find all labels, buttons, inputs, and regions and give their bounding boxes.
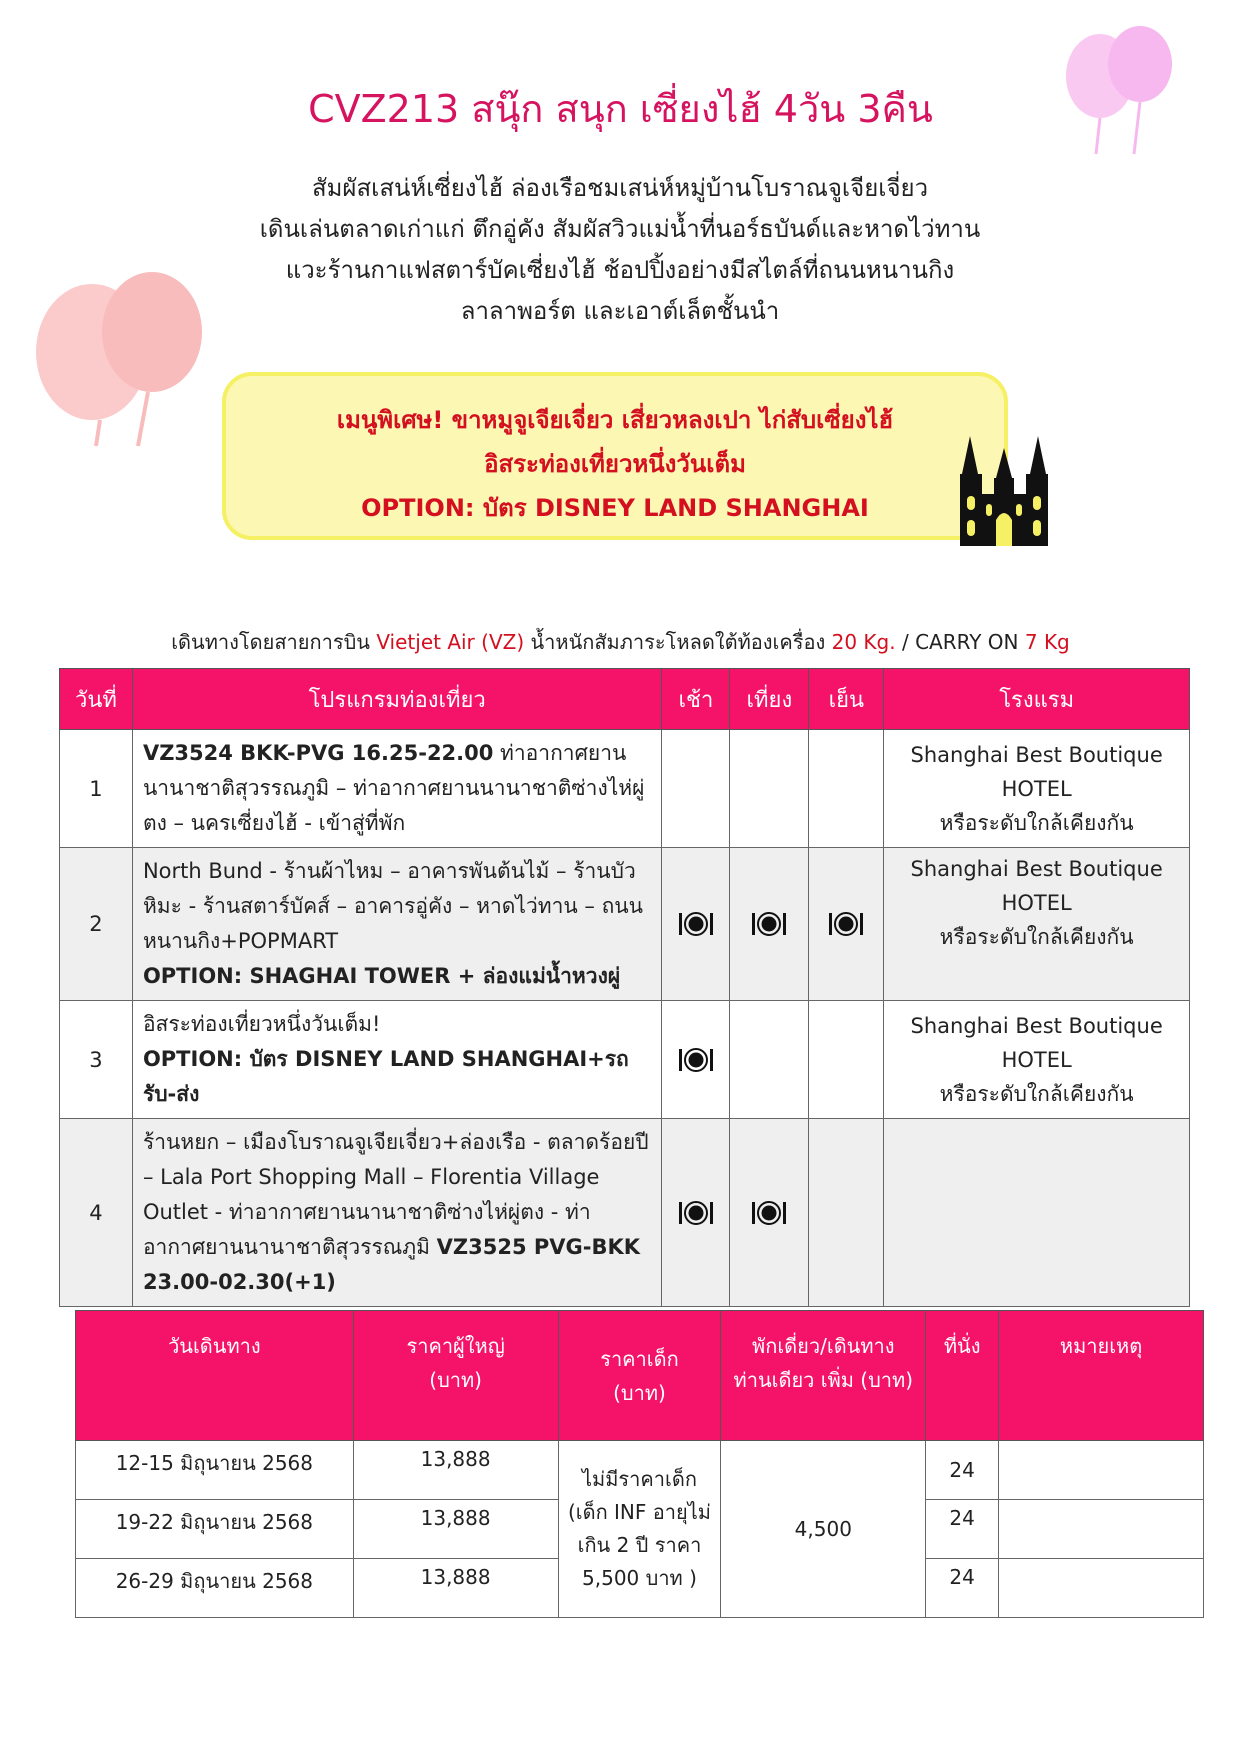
header-single-label: พักเดี่ยว/เดินทาง bbox=[752, 1334, 895, 1358]
airline-prefix: เดินทางโดยสายการบิน bbox=[171, 630, 377, 654]
header-child-price bbox=[558, 1311, 721, 1441]
header-breakfast: เช้า bbox=[662, 669, 730, 730]
header-single-supplement bbox=[721, 1311, 926, 1441]
promo-option: OPTION: บัตร DISNEY LAND SHANGHAI bbox=[361, 494, 869, 522]
program-option: OPTION: SHAGHAI TOWER + ล่องแม่น้ำหวงผู่ bbox=[142, 964, 621, 988]
hotel-cell bbox=[884, 1119, 1190, 1307]
program-text: ท่าอากาศยานนานาชาติสุวรรณภูมิ – ท่าอากาศยานนานาชาติซ่างไห่ผู่ตง – นครเซี่ยงไฮ้ - เข้าสู่ที่พัก bbox=[142, 741, 645, 835]
travel-date: 26-29 มิถุนายน 2568 bbox=[76, 1559, 354, 1618]
hotel-name: Shanghai Best Boutique bbox=[910, 857, 1163, 881]
hotel-cell bbox=[884, 1001, 1190, 1119]
hotel-name: Shanghai Best Boutique bbox=[910, 1013, 1163, 1038]
plate-icon bbox=[678, 1200, 714, 1226]
program-text: North Bund - ร้านผ้าไหม – อาคารพันต้นไม้ – ร้านบัวหิมะ - ร้านสตาร์บัคส์ – อาคารอู่คัง – หาดไว่ทาน – ถนนหนานกิง+POPMART bbox=[142, 859, 644, 953]
intro-line: สัมผัสเสน่ห์เซี่ยงไฮ้ ล่องเรือชมเสน่ห์หมู่บ้านโบราณจูเจียเจี่ยว bbox=[311, 174, 929, 202]
header-child-label: ราคาเด็ก bbox=[600, 1346, 679, 1371]
header-program: โปรแกรมท่องเที่ยว bbox=[132, 669, 662, 730]
seats: 24 bbox=[926, 1559, 999, 1618]
day-number: 2 bbox=[60, 848, 133, 1001]
seats: 24 bbox=[926, 1441, 999, 1500]
hotel-type: HOTEL bbox=[1001, 1047, 1072, 1072]
promo-menu: เมนูพิเศษ! ขาหมูจูเจียเจี่ยว เสี่ยวหลงเปา ไก่สับเซี่ยงไฮ้ bbox=[336, 406, 894, 434]
meal-breakfast bbox=[662, 848, 730, 1001]
pricing-header-row bbox=[76, 1311, 1204, 1441]
adult-price: 13,888 bbox=[353, 1441, 558, 1500]
meal-lunch bbox=[730, 848, 809, 1001]
single-supplement: 4,500 bbox=[721, 1441, 926, 1618]
header-adult-price bbox=[353, 1311, 558, 1441]
program-text: ร้านหยก – เมืองโบราณจูเจียเจี่ยว+ล่องเรือ - ตลาดร้อยปี – Lala Port Shopping Mall – Florentia Village Outlet - ท่าอากาศยานนานาชาติซ่างไห่ผู่ตง - ท่าอากาศยานนานาชาติสุวรรณภูมิ bbox=[142, 1130, 649, 1259]
table-row bbox=[60, 730, 1190, 848]
header-adult-unit: (บาท) bbox=[429, 1368, 482, 1392]
meal-lunch bbox=[730, 1119, 809, 1307]
child-note-line: 5,500 บาท ) bbox=[582, 1566, 697, 1590]
remark bbox=[999, 1441, 1204, 1500]
day-program bbox=[132, 730, 662, 848]
program-text: อิสระท่องเที่ยวหนึ่งวันเต็ม! bbox=[142, 1012, 381, 1036]
plate-icon bbox=[751, 1200, 787, 1226]
table-row bbox=[60, 848, 1190, 1001]
travel-date: 19-22 มิถุนายน 2568 bbox=[76, 1500, 354, 1559]
plate-icon bbox=[751, 911, 787, 937]
plate-icon bbox=[678, 1047, 714, 1073]
pricing-table bbox=[75, 1310, 1204, 1618]
carry-label: / CARRY ON bbox=[895, 630, 1025, 654]
hotel-cell bbox=[884, 730, 1190, 848]
header-remark bbox=[999, 1311, 1204, 1441]
travel-date: 12-15 มิถุนายน 2568 bbox=[76, 1441, 354, 1500]
seats: 24 bbox=[926, 1500, 999, 1559]
remark bbox=[999, 1500, 1204, 1559]
hotel-cell bbox=[884, 848, 1190, 1001]
adult-price: 13,888 bbox=[353, 1559, 558, 1618]
meal-lunch bbox=[730, 1001, 809, 1119]
header-dinner: เย็น bbox=[809, 669, 884, 730]
meal-breakfast bbox=[662, 1119, 730, 1307]
table-row bbox=[60, 1119, 1190, 1307]
day-number: 3 bbox=[60, 1001, 133, 1119]
intro-line: ลาลาพอร์ต และเอาต์เล็ตชั้นนำ bbox=[460, 297, 780, 325]
meal-lunch bbox=[730, 730, 809, 848]
promo-free-day: อิสระท่องเที่ยวหนึ่งวันเต็ม bbox=[484, 450, 746, 478]
header-adult-label: ราคาผู้ใหญ่ bbox=[406, 1334, 505, 1358]
remark bbox=[999, 1559, 1204, 1618]
child-note-line: ไม่มีราคาเด็ก bbox=[581, 1467, 697, 1491]
header-day: วันที่ bbox=[60, 669, 133, 730]
program-table bbox=[59, 668, 1190, 1307]
table-row bbox=[60, 1001, 1190, 1119]
promo-box bbox=[222, 372, 1008, 540]
header-seats bbox=[926, 1311, 999, 1441]
header-single-unit: ท่านเดียว เพิ่ม (บาท) bbox=[733, 1368, 914, 1392]
table-row bbox=[76, 1441, 1204, 1500]
header-lunch: เที่ยง bbox=[730, 669, 809, 730]
header-travel-date-label: วันเดินทาง bbox=[168, 1334, 261, 1358]
intro-text bbox=[160, 168, 1080, 332]
header-travel-date bbox=[76, 1311, 354, 1441]
hotel-note: หรือระดับใกล้เคียงกัน bbox=[939, 925, 1134, 949]
child-price-note bbox=[558, 1441, 721, 1618]
header-remark-label: หมายเหตุ bbox=[1059, 1334, 1143, 1358]
hotel-type: HOTEL bbox=[1001, 776, 1072, 801]
plate-icon bbox=[828, 911, 864, 937]
page-title: CVZ213 สนุ๊ก สนุก เซี่ยงไฮ้ 4วัน 3คืน bbox=[308, 87, 933, 131]
flight-out: VZ3524 BKK-PVG 16.25-22.00 bbox=[142, 741, 494, 765]
hotel-note: หรือระดับใกล้เคียงกัน bbox=[939, 810, 1134, 835]
hotel-name: Shanghai Best Boutique bbox=[910, 742, 1163, 767]
plate-icon bbox=[678, 911, 714, 937]
header-seats-label: ที่นั่ง bbox=[943, 1334, 981, 1358]
meal-dinner bbox=[809, 730, 884, 848]
hotel-note: หรือระดับใกล้เคียงกัน bbox=[939, 1081, 1134, 1106]
airline-carrier: Vietjet Air (VZ) bbox=[376, 630, 525, 654]
carry-weight: 7 Kg bbox=[1024, 630, 1070, 654]
meal-dinner bbox=[809, 848, 884, 1001]
child-note-line: (เด็ก INF อายุไม่ bbox=[567, 1500, 711, 1524]
header-child-unit: (บาท) bbox=[613, 1380, 666, 1405]
hotel-type: HOTEL bbox=[1001, 891, 1072, 915]
day-number: 4 bbox=[60, 1119, 133, 1307]
day-program bbox=[132, 1119, 662, 1307]
day-program bbox=[132, 848, 662, 1001]
meal-breakfast bbox=[662, 730, 730, 848]
castle-icon bbox=[958, 434, 1050, 546]
adult-price: 13,888 bbox=[353, 1500, 558, 1559]
meal-dinner bbox=[809, 1001, 884, 1119]
header-hotel: โรงแรม bbox=[884, 669, 1190, 730]
airline-info bbox=[0, 626, 1241, 658]
airline-mid: น้ำหนักสัมภาระโหลดใต้ท้องเครื่อง bbox=[524, 630, 832, 654]
program-header-row bbox=[60, 669, 1190, 730]
baggage-weight: 20 Kg. bbox=[831, 630, 896, 654]
program-option: OPTION: บัตร DISNEY LAND SHANGHAI+รถรับ-ส่ง bbox=[142, 1047, 629, 1106]
meal-dinner bbox=[809, 1119, 884, 1307]
day-number: 1 bbox=[60, 730, 133, 848]
intro-line: เดินเล่นตลาดเก่าแก่ ตึกอู่คัง สัมผัสวิวแม่น้ำที่นอร์ธบันด์และหาดไว่ทาน bbox=[259, 215, 981, 243]
day-program bbox=[132, 1001, 662, 1119]
flight-return: VZ3525 PVG-BKK 23.00-02.30(+1) bbox=[142, 1235, 641, 1294]
meal-breakfast bbox=[662, 1001, 730, 1119]
child-note-line: เกิน 2 ปี ราคา bbox=[577, 1533, 702, 1557]
intro-line: แวะร้านกาแฟสตาร์บัคเซี่ยงไฮ้ ช้อปปิ้งอย่างมีสไตล์ที่ถนนหนานกิง bbox=[285, 256, 955, 284]
